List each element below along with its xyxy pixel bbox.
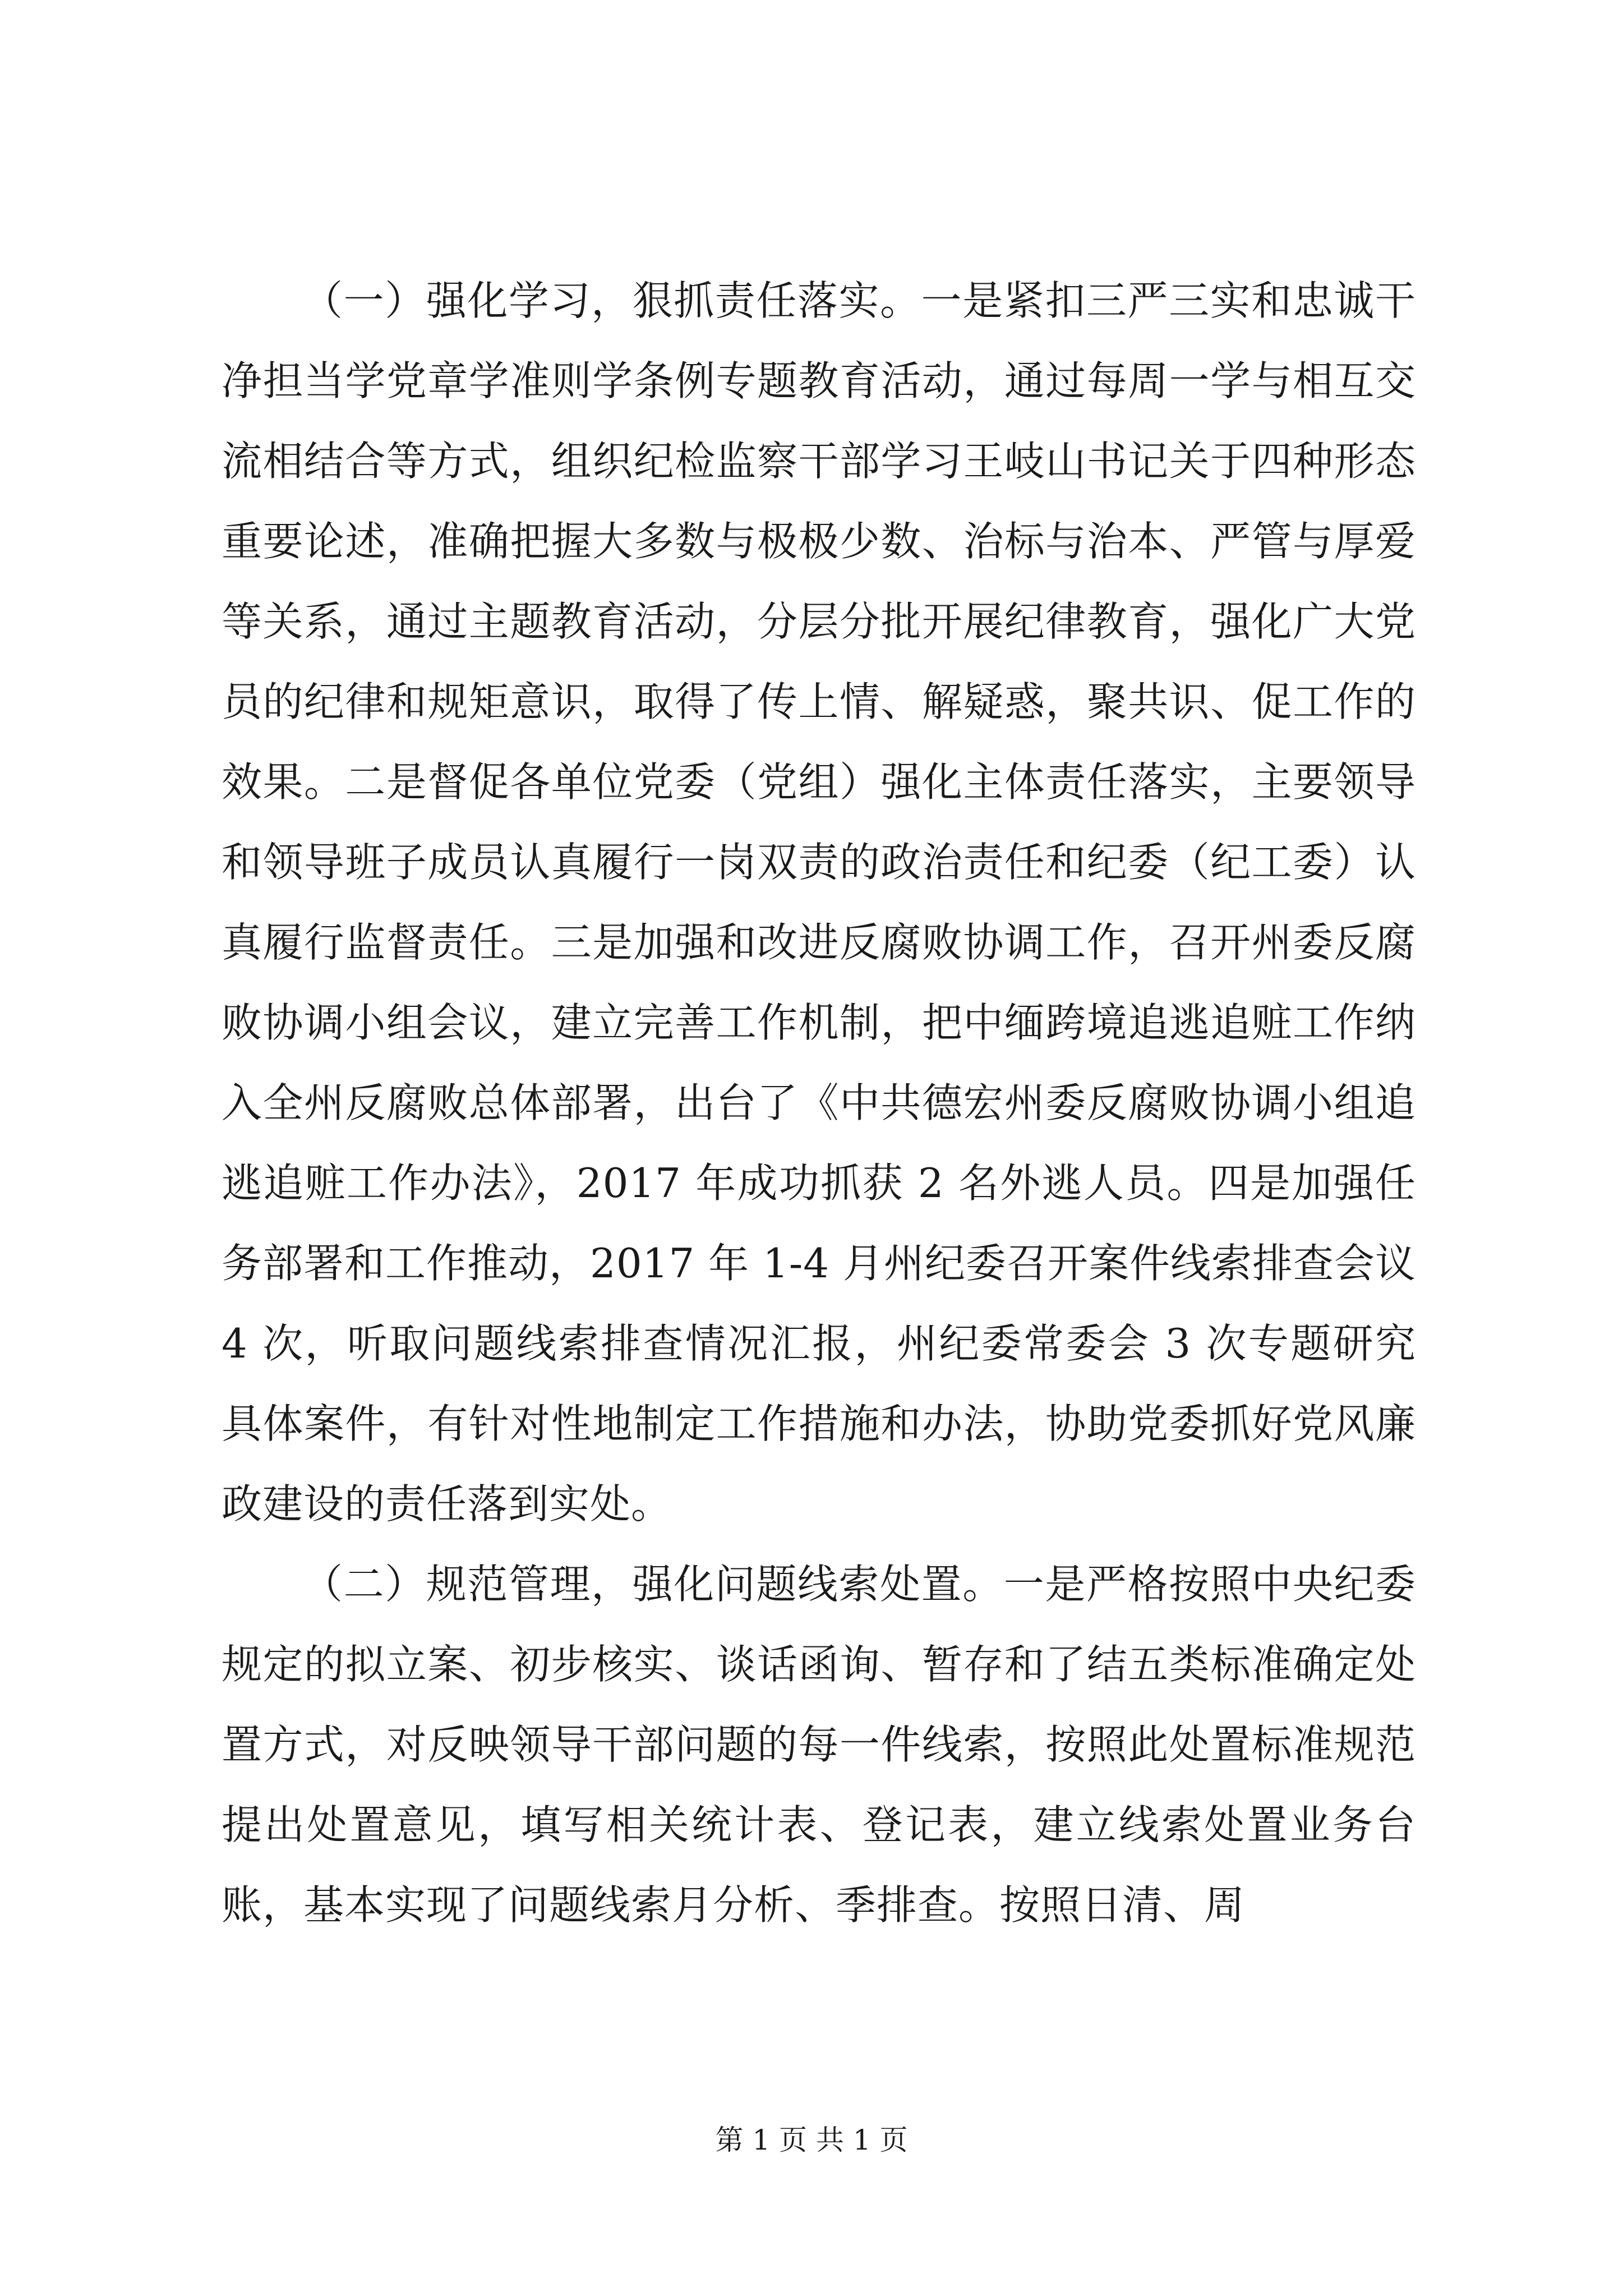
paragraph-2: （二）规范管理，强化问题线索处置。一是严格按照中央纪委规定的拟立案、初步核实、谈话函询、暂存和了结五类标准确定处置方式，对反映领导干部问题的每一件线索，按照此处置标准规范提出处置意见，填写相关统计表、登记表，建立线索处置业务台账，基本实现了问题线索月分析、季排查。按照日清、周: [222, 1561, 1416, 1929]
page-footer: 第 1 页 共 1 页: [715, 2124, 908, 2156]
document-body: [222, 261, 1416, 1945]
paragraph-1: （一）强化学习，狠抓责任落实。一是紧扣三严三实和忠诚干净担当学党章学准则学条例专题教育活动，通过每周一学与相互交流相结合等方式，组织纪检监察干部学习王岐山书记关于四种形态重要论述，准确把握大多数与极极少数、治标与治本、严管与厚爱等关系，通过主题教育活动，分层分批开展纪律教育，强化广大党员的纪律和规矩意识，取得了传上情、解疑惑，聚共识、促工作的效果。二是督促各单位党委（党组）强化主体责任落实，主要领导和领导班子成员认真履行一岗双责的政治责任和纪委（纪工委）认真履行监督责任。三是加强和改进反腐败协调工作，召开州委反腐败协调小组会议，建立完善工作机制，把中缅跨境追逃追赃工作纳入全州反腐败总体部署，出台了《中共德宏州委反腐败协调小组追逃追赃工作办法》，2017 年成功抓获 2 名外逃人员。四是加强任务部署和工作推动，2017 年 1-4 月州纪委召开案件线索排查会议 4 次，听取问题线索排查情况汇报，州纪委常委会 3 次专题研究具体案件，有针对性地制定工作措施和办法，协助党委抓好党风廉政建设的责任落到实处。: [222, 277, 1416, 1527]
